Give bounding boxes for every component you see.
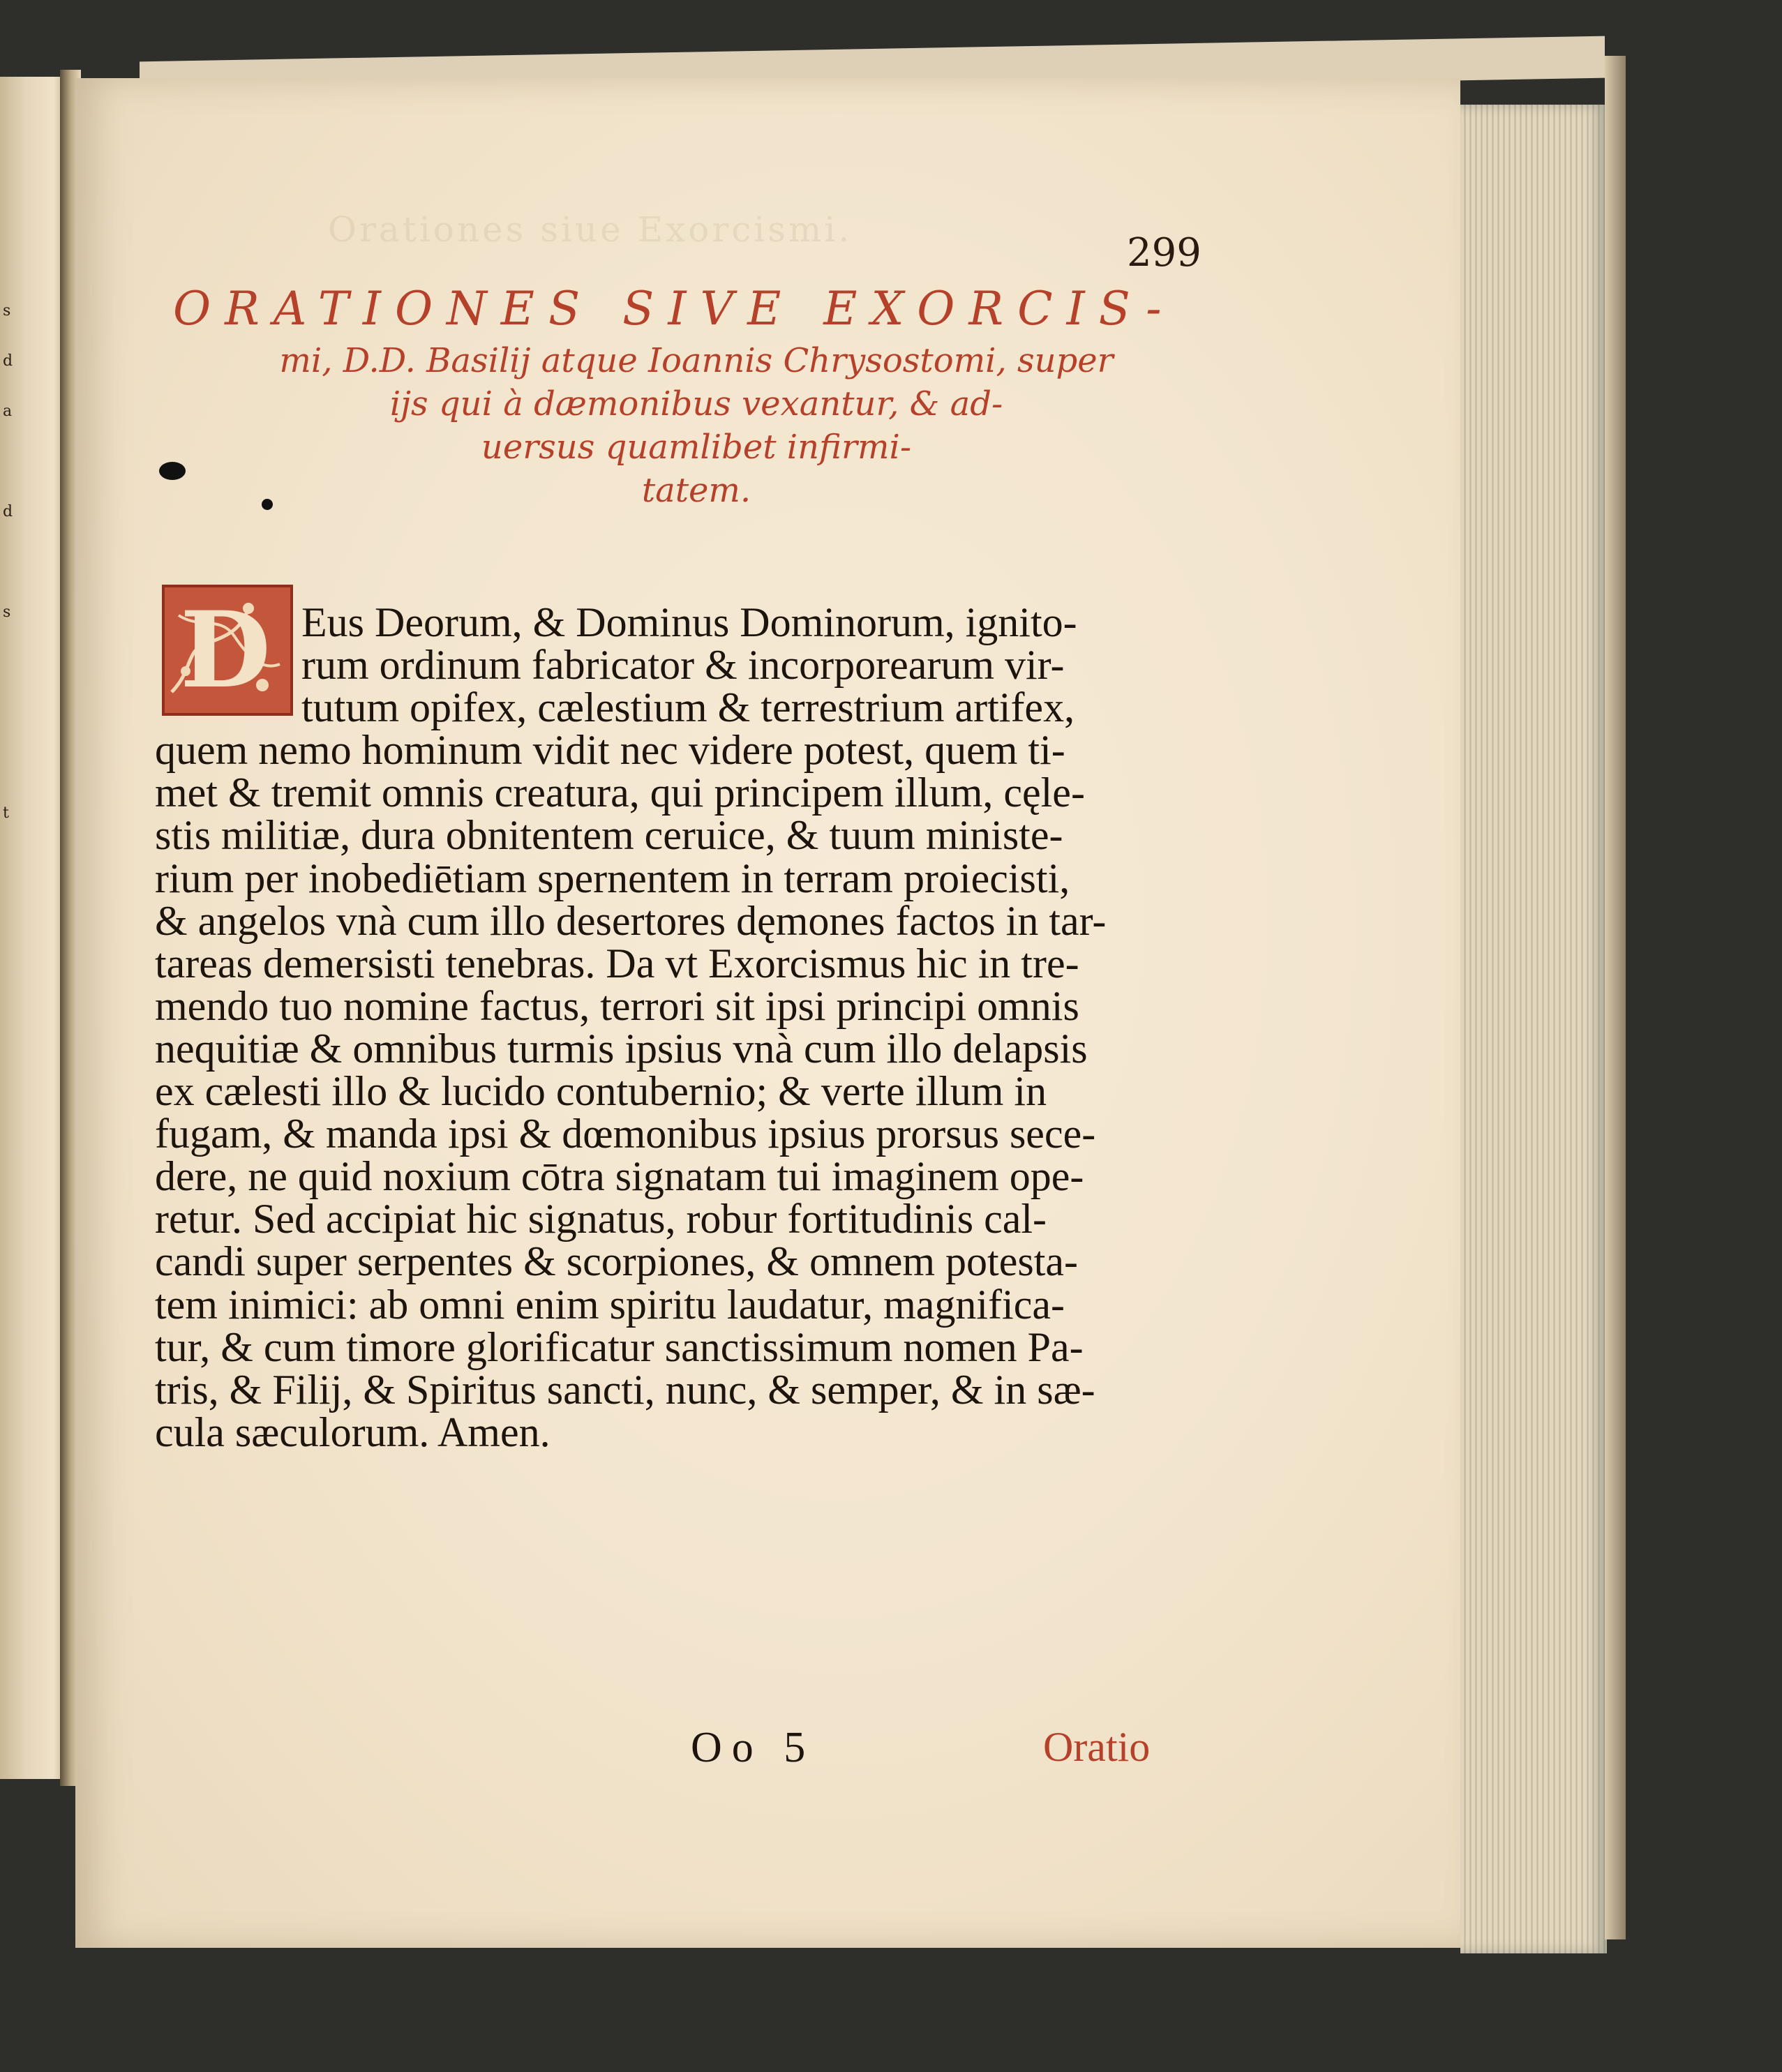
text-line: rum ordinum fabricator & incorporearum vir- — [301, 642, 1065, 689]
text-line: rium per inobediētiam spernentem in terram proiecisti, — [155, 855, 1070, 901]
text-line: cula sæculorum. Amen. — [155, 1409, 551, 1455]
heading-line: ijs qui à dæmonibus vexantur, & ad- — [389, 384, 1003, 423]
text-line: tris, & Filij, & Spiritus sancti, nunc, & semper, & in sæ- — [155, 1366, 1095, 1413]
chapter-heading — [173, 279, 1220, 512]
text-line: tur, & cum timore glorificatur sanctissimum nomen Pa- — [155, 1323, 1084, 1370]
heading-line: uersus quamlibet infirmi- — [481, 428, 912, 467]
initial-letter: D — [180, 589, 271, 712]
facing-page-letters: s d a d s t — [3, 302, 13, 822]
text-line: quem nemo hominum vidit nec videre potest, quem ti- — [155, 727, 1065, 774]
text-line: tutum opifex, cælestium & terrestrium artifex, — [301, 684, 1075, 731]
page-number: 299 — [1127, 230, 1201, 276]
text-line: & angelos vnà cum illo desertores dęmones factos in tar- — [155, 897, 1107, 944]
text-line: met & tremit omnis creatura, qui principem illum, cęle- — [155, 770, 1085, 816]
signature-mark: Oo 5 — [691, 1724, 816, 1771]
text-line: candi super serpentes & scorpiones, & omnem potesta- — [155, 1238, 1078, 1285]
ink-spot — [262, 499, 273, 510]
heading-line: mi, D.D. Basilij atque Ioannis Chrysostomi, super — [279, 341, 1114, 380]
text-line: tem inimici: ab omni enim spiritu laudatur, magnifica- — [155, 1281, 1065, 1328]
text-line: nequitiæ & omnibus turmis ipsius vnà cum illo delapsis — [155, 1025, 1088, 1072]
page-edges — [1460, 105, 1607, 1953]
text-line: retur. Sed accipiat hic signatus, robur fortitudinis cal- — [155, 1196, 1047, 1243]
book-cover-right — [1605, 56, 1626, 1939]
text-line: Eus Deorum, & Dominus Dominorum, ignito- — [301, 599, 1077, 645]
show-through-running-head: Orationes siue Exorcismi. — [328, 209, 853, 250]
heading-line: tatem. — [641, 471, 751, 510]
text-line: ex cælesti illo & lucido contubernio; & verte illum in — [155, 1068, 1047, 1115]
text-line: dere, ne quid noxium cōtra signatam tui imaginem ope- — [155, 1153, 1084, 1200]
ink-spot — [159, 462, 186, 480]
text-line: stis militiæ, dura obnitentem ceruice, & tuum ministe- — [155, 812, 1063, 859]
text-line: tareas demersisti tenebras. Da vt Exorcismus hic in tre- — [155, 940, 1079, 986]
prayer-text — [155, 601, 1188, 1454]
catchword: Oratio — [1043, 1724, 1151, 1770]
text-line: mendo tuo nomine factus, terrori sit ipsi principi omnis — [155, 982, 1079, 1029]
facing-page-edge — [0, 77, 67, 1779]
text-line: fugam, & manda ipsi & dœmonibus ipsius prorsus sece- — [155, 1111, 1096, 1157]
heading-capitals: ORATIONES SIVE EXORCIS- — [173, 282, 1176, 336]
